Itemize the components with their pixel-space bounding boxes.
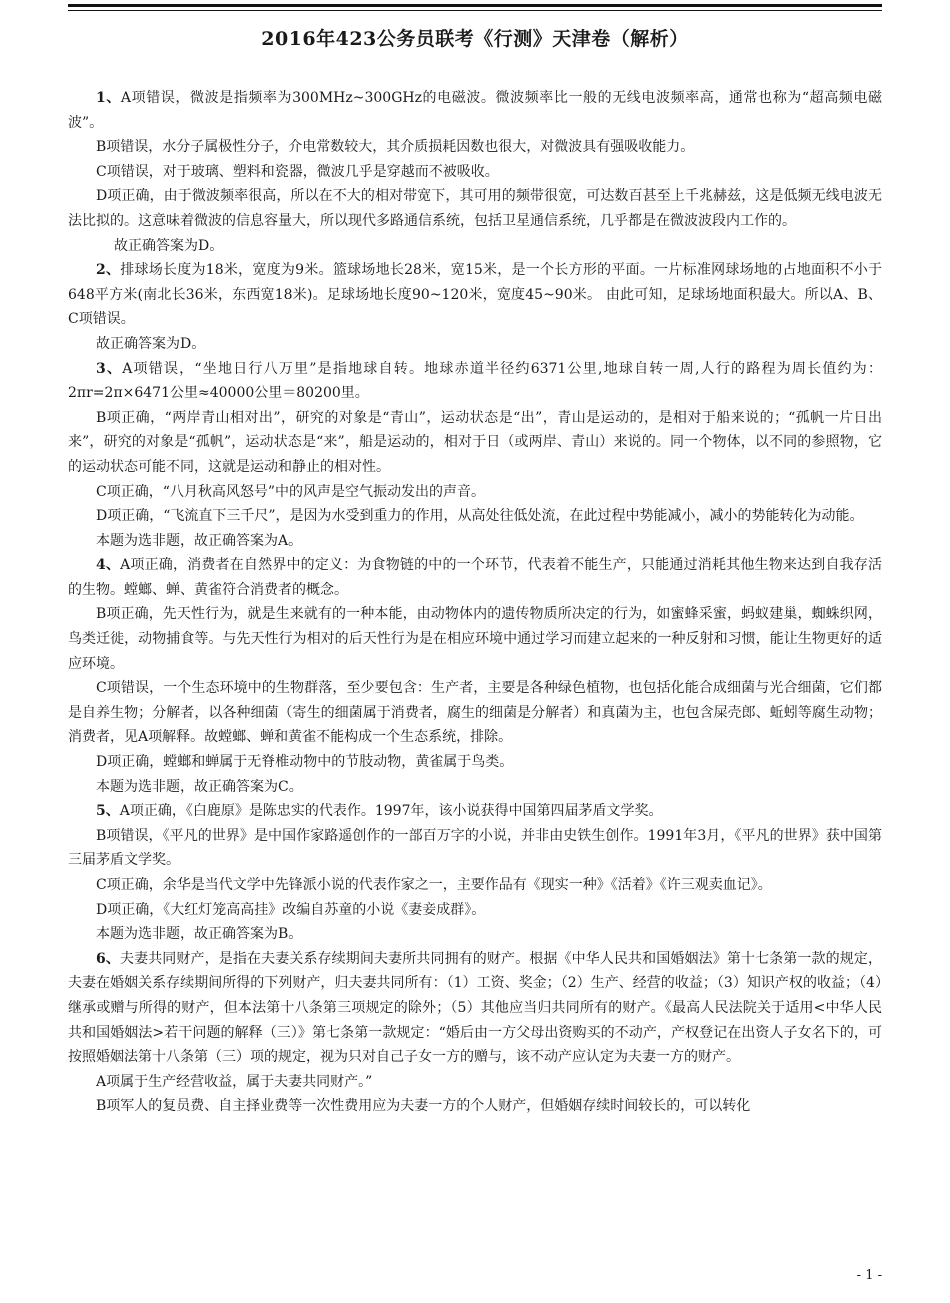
paragraph-text: D项正确，《大红灯笼高高挂》改编自苏童的小说《妻妾成群》。	[96, 901, 486, 918]
paragraph	[68, 1070, 882, 1095]
paragraph	[68, 160, 882, 185]
paragraph-text: 故正确答案为D。	[96, 335, 206, 352]
paragraph	[68, 602, 882, 676]
paragraph-text: B项错误，水分子属极性分子，介电常数较大，其介质损耗因数也很大，对微波具有强吸收能力。	[96, 139, 695, 156]
paragraph	[68, 1094, 882, 1119]
paragraph	[68, 947, 882, 1070]
paragraph	[68, 406, 882, 480]
paragraph	[68, 750, 882, 775]
paragraph-text: 本题为选非题，故正确答案为A。	[96, 532, 303, 549]
paragraph	[68, 799, 882, 824]
paragraph-text: 夫妻共同财产，是指在夫妻关系存续期间夫妻所共同拥有的财产。根据《中华人民共和国婚姻法》第十七条第一款的规定，夫妻在婚姻关系存续期间所得的下列财产，归夫妻共同所有：（1）工资、奖金；（2）生产、经营的收益；（3）知识产权的收益；（4）继承或赠与所得的财产，但本法第十八条第三项规定的除外；（5）其他应当归共同所有的财产。《最高人民法院关于适用<中华人民共和国婚姻法>若干问题的解释（三）》第七条第一款规定：“婚后由一方父母出资购买的不动产，产权登记在出资人子女名下的，可按照婚姻法第十八条第（三）项的规定，视为只对自己子女一方的赠与，该不动产应认定为夫妻一方的财产。	[68, 950, 882, 1066]
paragraph-text: A项正确，《白鹿原》是陈忠实的代表作。1997年，该小说获得中国第四届茅盾文学奖。	[119, 803, 663, 820]
paragraph	[68, 135, 882, 160]
paragraph-text: A项错误，微波是指频率为300MHz~300GHz的电磁波。微波频率比一般的无线电波频率高，通常也称为“超高频电磁波”。	[68, 90, 882, 131]
question-number: 1、	[96, 90, 121, 106]
paragraph	[68, 898, 882, 923]
question-number: 6、	[96, 950, 120, 967]
question-number: 5、	[96, 803, 120, 820]
paragraph-text: C项正确，余华是当代文学中先锋派小说的代表作家之一，主要作品有《现实一种》《活着》《许三观卖血记》。	[96, 877, 772, 893]
page-number: - 1 -	[856, 1268, 882, 1283]
paragraph	[68, 258, 882, 332]
paragraph-text: C项正确，“八月秋高风怒号”中的风声是空气振动发出的声音。	[96, 483, 486, 500]
header-rule-thin	[68, 10, 882, 11]
paragraph	[68, 824, 882, 873]
paragraph-text: B项错误，《平凡的世界》是中国作家路遥创作的一部百万字的小说，并非由史铁生创作。1991年3月，《平凡的世界》获中国第三届茅盾文学奖。	[68, 827, 882, 869]
paragraph-text: B项正确，先天性行为，就是生来就有的一种本能，由动物体内的遗传物质所决定的行为，如蜜蜂采蜜，蚂蚁建巢，蜘蛛织网，鸟类迁徙，动物捕食等。与先天性行为相对的后天性行为是在相应环境中通过学习而建立起来的一种反射和习惯，能让生物更好的适应环境。	[68, 606, 882, 672]
document-body	[68, 86, 882, 1119]
paragraph-text: C项错误，对于玻璃、塑料和瓷器，微波几乎是穿越而不被吸收。	[96, 163, 499, 180]
paragraph	[68, 480, 882, 505]
question-number: 4、	[96, 557, 121, 574]
paragraph	[68, 86, 882, 135]
paragraph	[68, 676, 882, 750]
paragraph-text: A项错误，“坐地日行八万里”是指地球自转。地球赤道半径约6371公里,地球自转一周,人行的路程为周长值约为：2πr=2π×6471公里≈40000公里＝80200里。	[68, 360, 883, 402]
paragraph	[68, 234, 882, 259]
paragraph	[68, 332, 882, 357]
question-number: 3、	[96, 360, 123, 377]
paragraph	[68, 775, 882, 800]
paragraph-text: 故正确答案为D。	[114, 237, 224, 254]
paragraph-text: D项正确，“飞流直下三千尺”，是因为水受到重力的作用，从高处往低处流，在此过程中势能减小，减小的势能转化为动能。	[96, 508, 864, 525]
paragraph-text: B项正确，“两岸青山相对出”，研究的对象是“青山”，运动状态是“出”，青山是运动的，是相对于船来说的；“孤帆一片日出来”，研究的对象是“孤帆”，运动状态是“来”，船是运动的，相对于日（或两岸、青山）来说的。同一个物体，以不同的参照物，它的运动状态可能不同，这就是运动和静止的相对性。	[68, 409, 882, 475]
paragraph-text: D项正确，螳螂和蝉属于无脊椎动物中的节肢动物，黄雀属于鸟类。	[96, 754, 514, 771]
paragraph-text: 本题为选非题，故正确答案为B。	[96, 926, 303, 943]
document-title: 2016年423公务员联考《行测》天津卷（解析）	[261, 28, 689, 50]
header-rule-thick	[68, 4, 882, 7]
paragraph	[68, 873, 882, 898]
paragraph	[68, 529, 882, 554]
paragraph-text: 排球场长度为18米，宽度为9米。篮球场地长28米，宽15米，是一个长方形的平面。一片标准网球场地的占地面积不小于648平方米(南北长36米，东西宽18米)。足球场地长度90~120米，宽度45~90米。 由此可知，足球场地面积最大。所以A、B、C项错误。	[68, 262, 882, 328]
paragraph-text: C项错误，一个生态环境中的生物群落，至少要包含：生产者，主要是各种绿色植物，也包括化能合成细菌与光合细菌，它们都是自养生物；分解者，以各种细菌（寄生的细菌属于消费者，腐生的细菌是分解者）和真菌为主，也包含屎壳郎、蚯蚓等腐生动物；消费者，见A项解释。故螳螂、蝉和黄雀不能构成一个生态系统，排除。	[68, 680, 882, 746]
paragraph-text: A项属于生产经营收益，属于夫妻共同财产。”	[96, 1073, 373, 1090]
paragraph-text: 本题为选非题，故正确答案为C。	[96, 778, 303, 795]
paragraph	[68, 553, 882, 602]
paragraph	[68, 357, 882, 406]
paragraph	[68, 184, 882, 233]
paragraph-text: D项正确，由于微波频率很高，所以在不大的相对带宽下，其可用的频带很宽，可达数百甚至上千兆赫兹，这是低频无线电波无法比拟的。这意味着微波的信息容量大，所以现代多路通信系统，包括卫星通信系统，几乎都是在微波波段内工作的。	[68, 188, 882, 229]
paragraph-text: A项正确，消费者在自然界中的定义：为食物链的中的一个环节，代表着不能生产，只能通过消耗其他生物来达到自我存活的生物。螳螂、蝉、黄雀符合消费者的概念。	[68, 557, 883, 598]
paragraph	[68, 504, 882, 529]
paragraph-text: B项军人的复员费、自主择业费等一次性费用应为夫妻一方的个人财产，但婚姻存续时间较长的，可以转化	[96, 1098, 751, 1115]
question-number: 2、	[96, 262, 121, 279]
paragraph	[68, 922, 882, 947]
